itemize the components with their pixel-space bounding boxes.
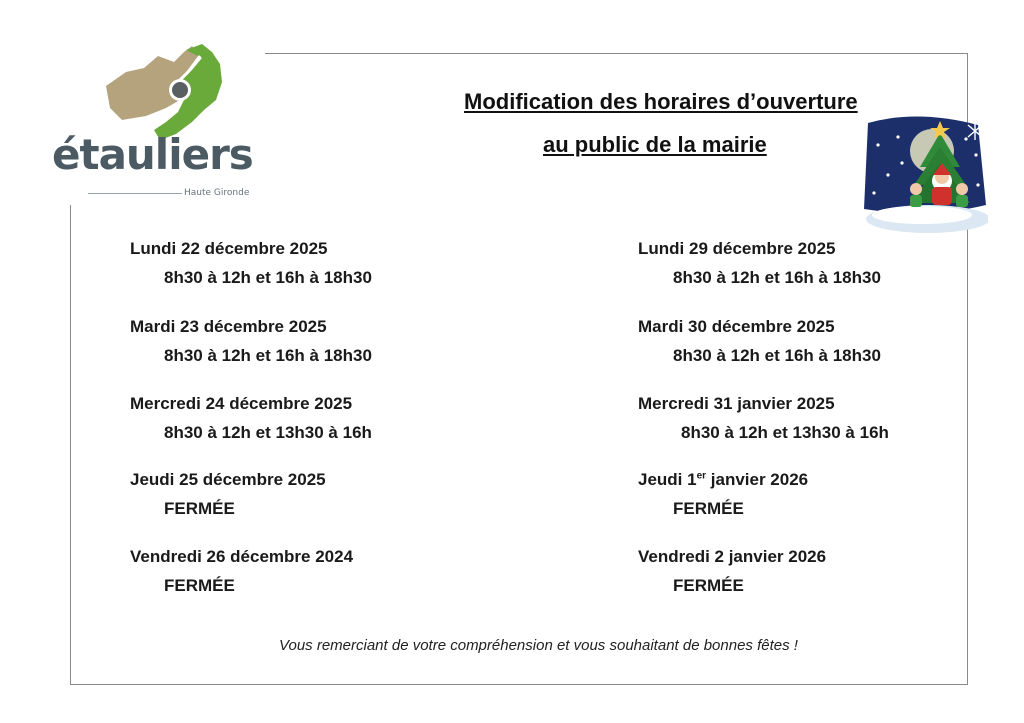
logo-wordmark: étauliers — [52, 130, 253, 179]
schedule-day-right-1: Lundi 29 décembre 2025 — [638, 239, 836, 258]
schedule-hours-left-5: FERMÉE — [164, 576, 235, 595]
schedule-hours-right-3: 8h30 à 12h et 13h30 à 16h — [681, 423, 889, 442]
logo-subtitle: Haute Gironde — [184, 188, 250, 198]
schedule-day-right-4-ordinal: er — [696, 470, 707, 482]
schedule-hours-left-3: 8h30 à 12h et 13h30 à 16h — [164, 423, 372, 442]
page-title-line-1: Modification des horaires d’ouverture — [464, 89, 858, 114]
schedule-hours-right-4: FERMÉE — [673, 499, 744, 518]
schedule-hours-left-1: 8h30 à 12h et 16h à 18h30 — [164, 268, 372, 287]
schedule-hours-right-1: 8h30 à 12h et 16h à 18h30 — [673, 268, 881, 287]
schedule-day-left-1: Lundi 22 décembre 2025 — [130, 239, 328, 258]
schedule-day-left-3: Mercredi 24 décembre 2025 — [130, 394, 353, 413]
christmas-santa-tree-image-icon — [858, 115, 988, 240]
schedule-day-right-4-suffix: janvier 2026 — [706, 470, 809, 489]
etauliers-map-logo-icon — [96, 42, 226, 142]
schedule-day-right-3: Mercredi 31 janvier 2025 — [638, 394, 835, 413]
closing-message: Vous remerciant de votre compréhension et vous souhaitant de bonnes fêtes ! — [279, 637, 798, 654]
etauliers-logo — [48, 42, 268, 204]
schedule-day-left-5: Vendredi 26 décembre 2024 — [130, 547, 354, 566]
schedule-hours-left-2: 8h30 à 12h et 16h à 18h30 — [164, 346, 372, 365]
schedule-hours-left-4: FERMÉE — [164, 499, 235, 518]
schedule-day-left-4: Jeudi 25 décembre 2025 — [130, 470, 326, 489]
schedule-day-right-2: Mardi 30 décembre 2025 — [638, 317, 835, 336]
schedule-day-right-5: Vendredi 2 janvier 2026 — [638, 547, 827, 566]
schedule-day-left-2: Mardi 23 décembre 2025 — [130, 317, 327, 336]
schedule-hours-right-2: 8h30 à 12h et 16h à 18h30 — [673, 346, 881, 365]
logo-underline — [88, 193, 182, 194]
page-title-line-2: au public de la mairie — [543, 132, 767, 157]
schedule-hours-right-5: FERMÉE — [673, 576, 744, 595]
schedule-day-right-4-prefix: Jeudi 1 — [638, 470, 697, 489]
schedule-day-right-4 — [638, 470, 808, 490]
